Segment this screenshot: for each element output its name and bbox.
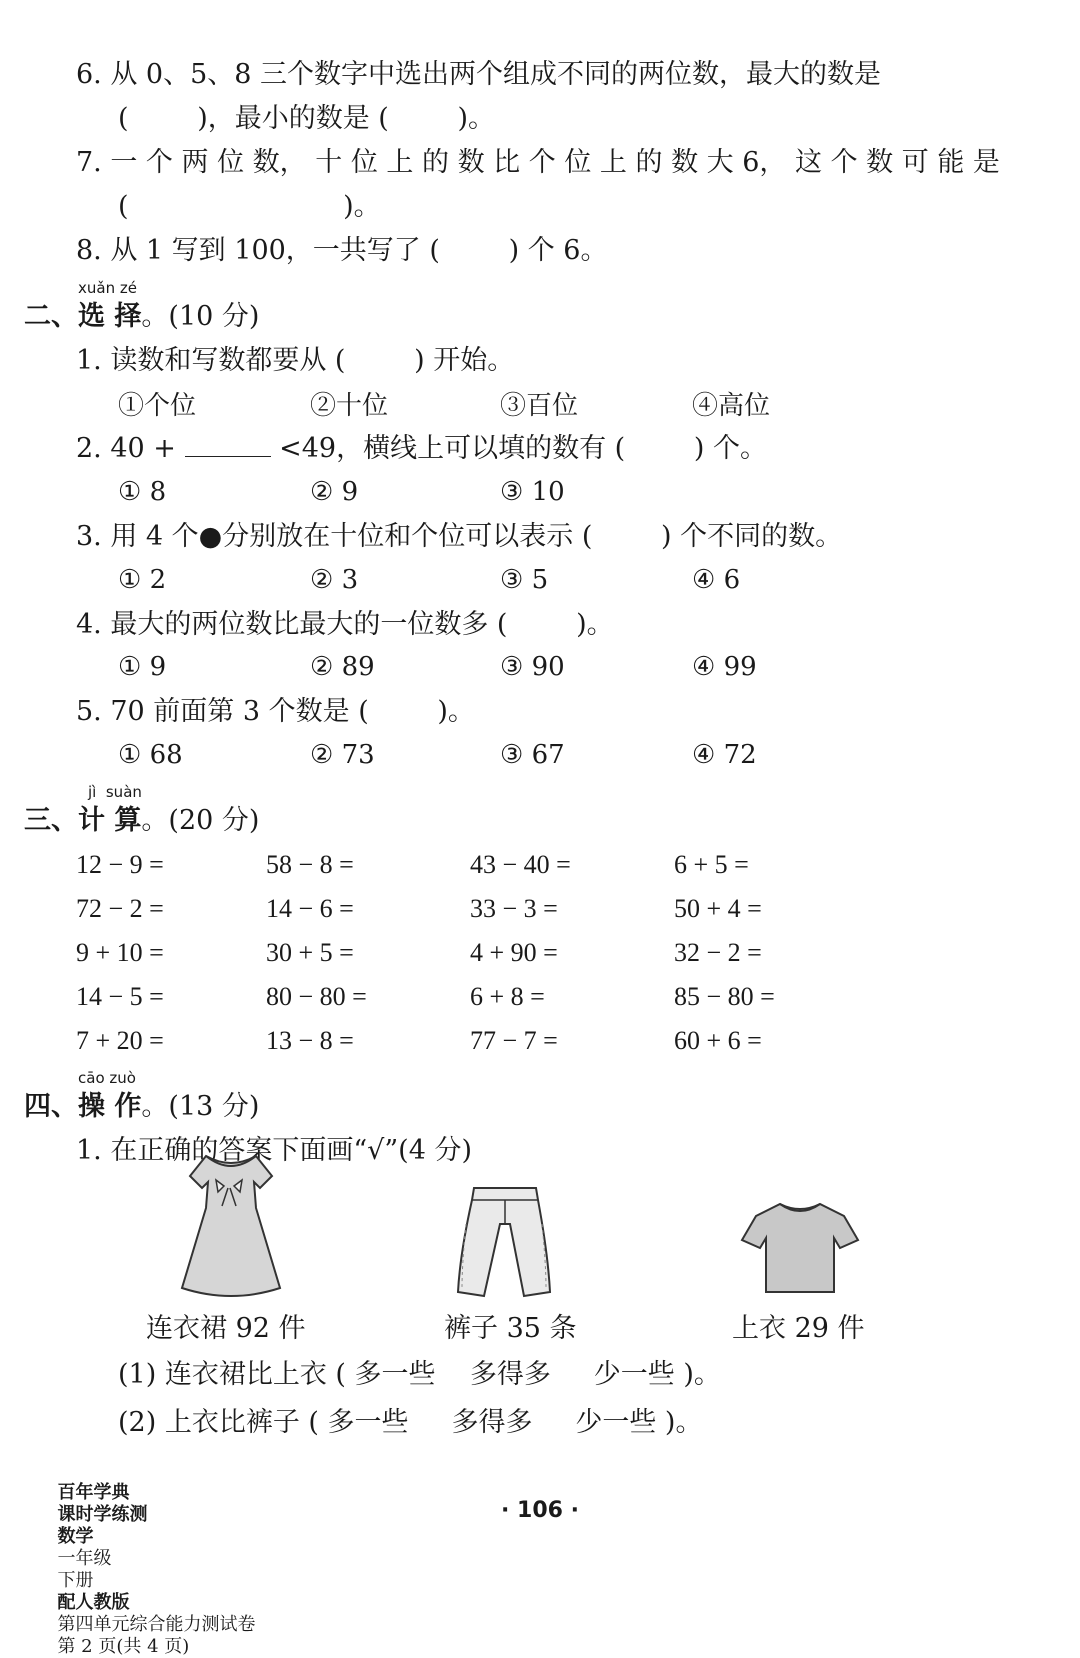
calc-problem: 4 + 90 = xyxy=(470,938,558,967)
choice-q4-option-4: ④ 99 xyxy=(692,652,757,682)
choice-q2-option-2: ② 9 xyxy=(310,477,359,507)
page-number: · 106 · xyxy=(501,1498,579,1523)
calc-problem: 14 − 5 = xyxy=(76,982,164,1011)
choice-q5-stem: 5. 70 前面第 3 个数是 ( )。 xyxy=(76,696,475,727)
shirt-caption: 上衣 29 件 xyxy=(732,1313,865,1344)
choice-q2-option-3: ③ 10 xyxy=(500,477,565,507)
choice-q5-option-4: ④ 72 xyxy=(692,740,757,770)
choice-q1-stem: 1. 读数和写数都要从 ( ) 开始。 xyxy=(76,345,515,376)
calc-problem: 14 − 6 = xyxy=(266,894,354,923)
calc-problem: 32 − 2 = xyxy=(674,938,762,967)
footer-edition: 配人教版 xyxy=(57,1592,130,1613)
footer-volume: 下册 xyxy=(57,1570,94,1591)
choice-q1-option-2: ②十位 xyxy=(310,391,389,421)
choice-q3-option-3: ③ 5 xyxy=(500,565,549,595)
answer-blank-line xyxy=(185,434,271,457)
choice-q4-option-1: ① 9 xyxy=(118,652,167,682)
question-7-line1: 7. 一 个 两 位 数， 十 位 上 的 数 比 个 位 上 的 数 大 6， 这 个 数 可 能 是 xyxy=(76,147,1000,178)
section3-heading: 三、计 算。(20 分) xyxy=(24,805,260,836)
choice-q5-option-1: ① 68 xyxy=(118,740,183,770)
choice-q4-option-3: ③ 90 xyxy=(500,652,565,682)
choice-q3-option-2: ② 3 xyxy=(310,565,359,595)
operation-sub1: (1) 连衣裙比上衣 ( 多一些 多得多 少一些 )。 xyxy=(118,1359,721,1390)
footer-page-info: 第 2 页(共 4 页) xyxy=(57,1636,190,1657)
section2-pinyin: xuǎn zé xyxy=(78,279,137,297)
choice-q1-option-1: ①个位 xyxy=(118,391,197,421)
calc-problem: 6 + 5 = xyxy=(674,850,749,879)
footer-test-name: 第四单元综合能力测试卷 xyxy=(57,1614,256,1635)
calc-problem: 30 + 5 = xyxy=(266,938,354,967)
calc-problem: 12 − 9 = xyxy=(76,850,164,879)
calc-problem: 33 − 3 = xyxy=(470,894,558,923)
pants-caption: 裤子 35 条 xyxy=(444,1313,577,1344)
footer xyxy=(46,1460,255,1658)
calc-problem: 72 − 2 = xyxy=(76,894,164,923)
choice-q1-option-3: ③百位 xyxy=(500,391,579,421)
question-8: 8. 从 1 写到 100，一共写了 ( ) 个 6。 xyxy=(76,235,608,266)
choice-q3-stem: 3. 用 4 个●分别放在十位和个位可以表示 ( ) 个不同的数。 xyxy=(76,521,843,552)
calc-problem: 60 + 6 = xyxy=(674,1026,762,1055)
question-6-line1: 6. 从 0、5、8 三个数字中选出两个组成不同的两位数，最大的数是 xyxy=(76,59,882,90)
section4-heading: 四、操 作。(13 分) xyxy=(24,1091,260,1122)
operation-q1-stem: 1. 在正确的答案下面画“√”(4 分) xyxy=(76,1135,472,1166)
footer-brand: 百年学典 xyxy=(57,1482,130,1503)
footer-series: 课时学练测 xyxy=(57,1504,148,1525)
calc-problem: 77 − 7 = xyxy=(470,1026,558,1055)
calc-problem: 6 + 8 = xyxy=(470,982,545,1011)
section4-pinyin: cāo zuò xyxy=(78,1069,136,1087)
choice-q2-option-1: ① 8 xyxy=(118,477,167,507)
calc-problem: 9 + 10 = xyxy=(76,938,164,967)
calc-problem: 7 + 20 = xyxy=(76,1026,164,1055)
choice-q3-option-1: ① 2 xyxy=(118,565,167,595)
footer-subject: 数学 xyxy=(57,1526,94,1547)
calc-problem: 50 + 4 = xyxy=(674,894,762,923)
dress-caption: 连衣裙 92 件 xyxy=(146,1313,306,1344)
shirt-icon xyxy=(740,1198,860,1296)
choice-q2-stem: 2. 40 + <49，横线上可以填的数有 ( ) 个。 xyxy=(76,433,767,464)
question-7-line2: ( )。 xyxy=(118,191,381,222)
calc-problem: 85 − 80 = xyxy=(674,982,775,1011)
choice-q5-option-2: ② 73 xyxy=(310,740,375,770)
footer-grade: 一年级 xyxy=(57,1548,112,1569)
section3-pinyin: jì suàn xyxy=(88,783,142,801)
pants-icon xyxy=(452,1184,556,1300)
calc-problem: 58 − 8 = xyxy=(266,850,354,879)
operation-sub2: (2) 上衣比裤子 ( 多一些 多得多 少一些 )。 xyxy=(118,1407,703,1438)
choice-q4-stem: 4. 最大的两位数比最大的一位数多 ( )。 xyxy=(76,609,614,640)
calc-problem: 13 − 8 = xyxy=(266,1026,354,1055)
calc-problem: 43 − 40 = xyxy=(470,850,571,879)
choice-q4-option-2: ② 89 xyxy=(310,652,375,682)
calc-problem: 80 − 80 = xyxy=(266,982,367,1011)
choice-q5-option-3: ③ 67 xyxy=(500,740,565,770)
choice-q3-option-4: ④ 6 xyxy=(692,565,741,595)
question-6-line2: ( )，最小的数是 ( )。 xyxy=(118,103,496,134)
choice-q1-option-4: ④高位 xyxy=(692,391,771,421)
section2-heading: 二、选 择。(10 分) xyxy=(24,301,260,332)
dress-icon xyxy=(176,1148,286,1300)
